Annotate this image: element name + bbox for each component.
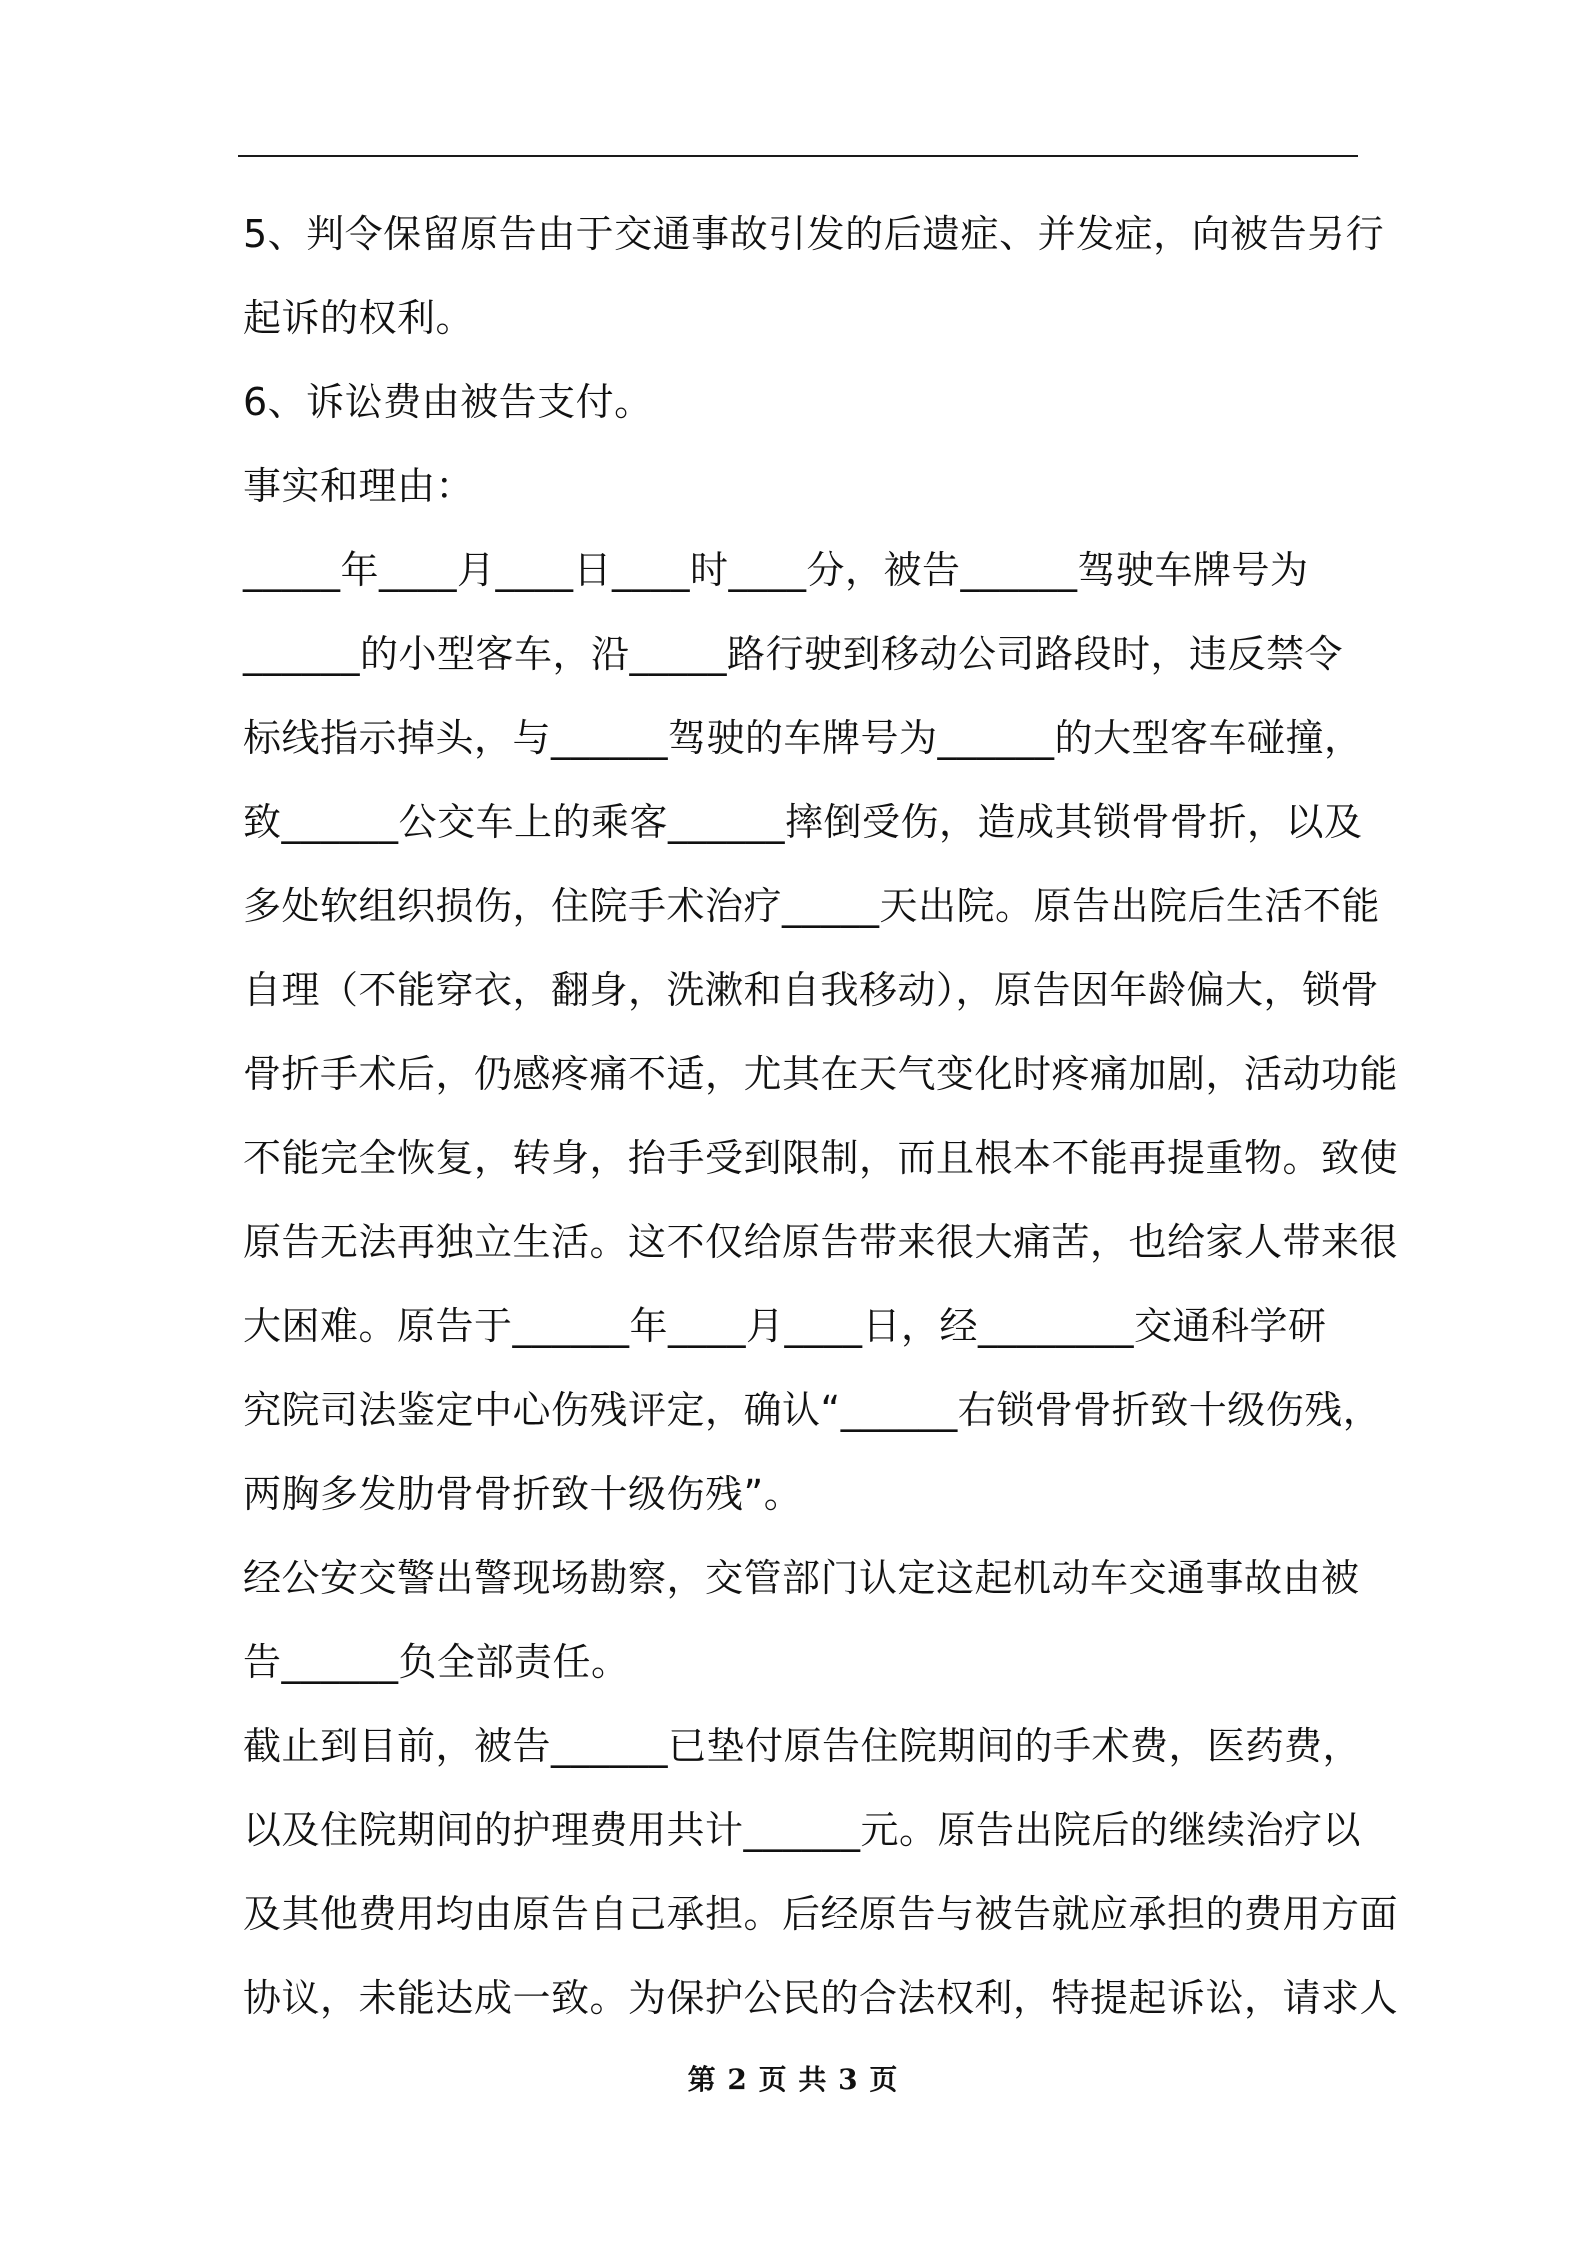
text-line: 原告无法再独立生活。这不仅给原告带来很大痛苦，也给家人带来很 — [243, 1220, 1399, 1264]
text-line: 标线指示掉头，与______驾驶的车牌号为______的大型客车碰撞， — [243, 716, 1363, 760]
text-line: 以及住院期间的护理费用共计______元。原告出院后的继续治疗以 — [243, 1808, 1362, 1852]
text-line: 经公安交警出警现场勘察，交管部门认定这起机动车交通事故由被 — [243, 1556, 1360, 1600]
text-line: 起诉的权利。 — [243, 296, 475, 340]
text-line: 不能完全恢复，转身，抬手受到限制，而且根本不能再提重物。致使 — [243, 1136, 1399, 1180]
text-line: 截止到目前，被告______已垫付原告住院期间的手术费，医药费， — [243, 1724, 1362, 1768]
text-line: 两胸多发肋骨骨折致十级伤残”。 — [243, 1472, 803, 1516]
text-line: 6、诉讼费由被告支付。 — [243, 380, 653, 424]
text-line: 致______公交车上的乘客______摔倒受伤，造成其锁骨骨折，以及 — [243, 800, 1363, 844]
section-heading: 事实和理由： — [243, 464, 475, 508]
body-text — [243, 192, 1399, 2040]
text-line: 5、判令保留原告由于交通事故引发的后遗症、并发症，向被告另行 — [243, 212, 1385, 256]
text-line: 协议，未能达成一致。为保护公民的合法权利，特提起诉讼，请求人 — [243, 1976, 1399, 2020]
text-line: 告______负全部责任。 — [243, 1640, 630, 1684]
text-line: 自理（不能穿衣，翻身，洗漱和自我移动），原告因年龄偏大，锁骨 — [243, 968, 1380, 1012]
text-line: 多处软组织损伤，住院手术治疗_____天出院。原告出院后生活不能 — [243, 884, 1381, 928]
text-line: 大困难。原告于______年____月____日，经________交通科学研 — [243, 1304, 1327, 1348]
text-line: 究院司法鉴定中心伤残评定，确认“______右锁骨骨折致十级伤残， — [243, 1388, 1382, 1432]
text-line: ______的小型客车，沿_____路行驶到移动公司路段时，违反禁令 — [243, 632, 1344, 676]
page-number-footer: 第 2 页 共 3 页 — [687, 2063, 899, 2096]
text-line: 骨折手术后，仍感疼痛不适，尤其在天气变化时疼痛加剧，活动功能 — [243, 1052, 1399, 1096]
text-line: _____年____月____日____时____分，被告______驾驶车牌号为 — [243, 548, 1309, 592]
text-line: 及其他费用均由原告自己承担。后经原告与被告就应承担的费用方面 — [243, 1892, 1399, 1936]
header-rule — [238, 155, 1358, 157]
